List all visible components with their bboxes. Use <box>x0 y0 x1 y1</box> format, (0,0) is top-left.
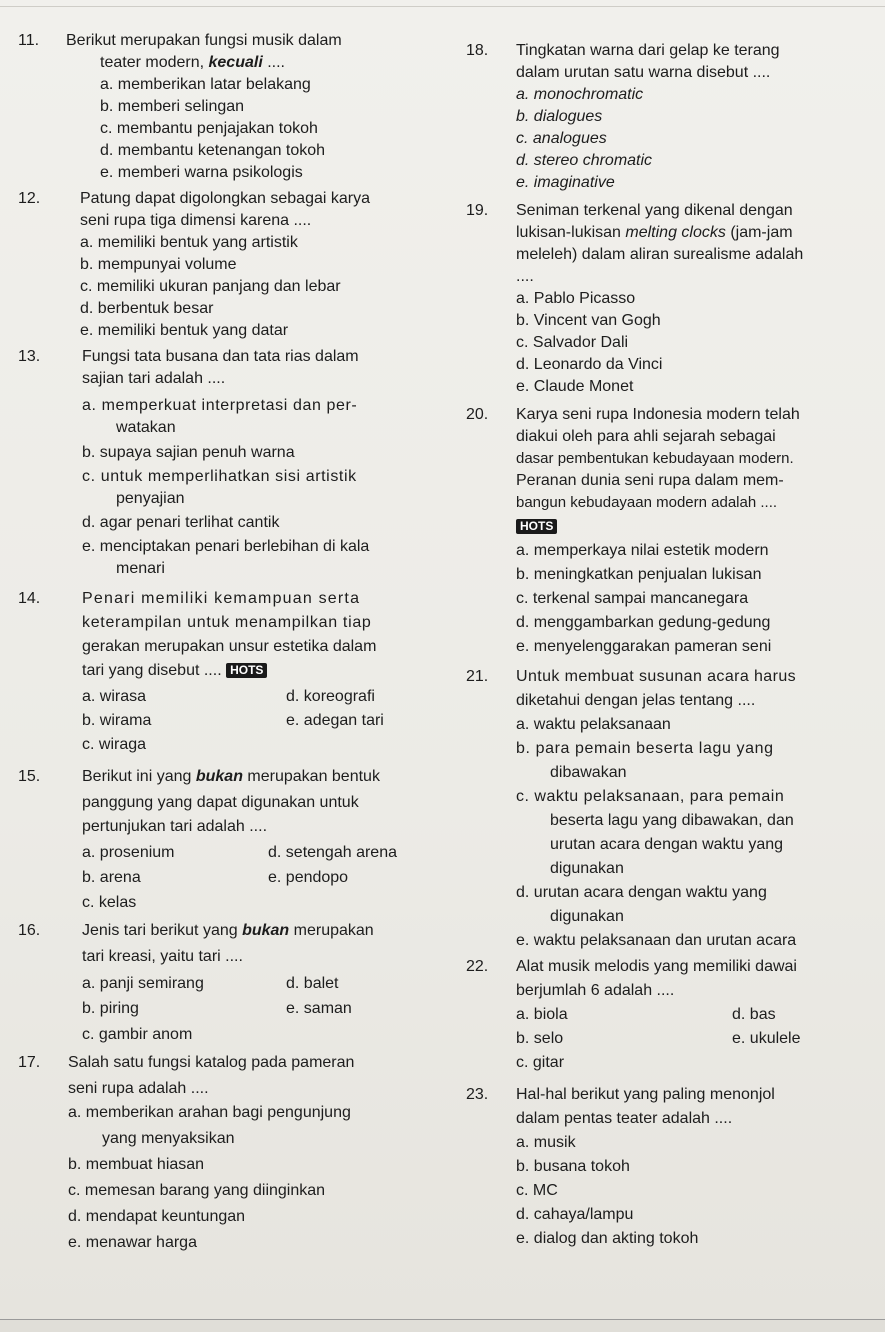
q19-stem-line3: meleleh) dalam aliran surealisme adalah <box>516 246 804 263</box>
q18-option-d[interactable]: d. stereo chromatic <box>516 152 653 169</box>
q17-stem-line2: seni rupa adalah .... <box>68 1080 209 1097</box>
q12-stem-line2: seni rupa tiga dimensi karena .... <box>80 212 312 229</box>
q16-option-c[interactable]: c. gambir anom <box>82 1026 193 1043</box>
q15-stem-line2: panggung yang dapat digunakan untuk <box>82 794 359 811</box>
q21-option-d[interactable]: d. urutan acara dengan waktu yang <box>516 884 767 901</box>
q15-option-d[interactable]: d. setengah arena <box>268 844 397 861</box>
q13-stem-line2: sajian tari adalah .... <box>82 370 226 387</box>
q16-stem-line2: tari kreasi, yaitu tari .... <box>82 948 243 965</box>
q17-option-c[interactable]: c. memesan barang yang diinginkan <box>68 1182 326 1199</box>
q16-option-b[interactable]: b. piring <box>82 1000 139 1017</box>
q20-option-e[interactable]: e. menyelenggarakan pameran seni <box>516 638 772 655</box>
q20-stem-line4: Peranan dunia seni rupa dalam mem- <box>516 472 784 489</box>
hots-badge: HOTS <box>226 663 267 678</box>
q20-stem-line5: bangun kebudayaan modern adalah .... <box>516 494 778 511</box>
q17-number: 17. <box>18 1054 41 1071</box>
q23-stem-line1: Hal-hal berikut yang paling menonjol <box>516 1086 775 1103</box>
q11-stem-line2: teater modern, kecuali .... <box>100 54 285 71</box>
q12-option-b[interactable]: b. mempunyai volume <box>80 256 237 273</box>
q11-option-b[interactable]: b. memberi selingan <box>100 98 245 115</box>
q18-option-b[interactable]: b. dialogues <box>516 108 603 125</box>
q11-option-e[interactable]: e. memberi warna psikologis <box>100 164 303 181</box>
q14-option-a[interactable]: a. wirasa <box>82 688 147 705</box>
q11-number: 11. <box>18 32 40 49</box>
q13-option-a[interactable]: a. memperkuat interpretasi dan per- <box>82 397 358 414</box>
q13-option-d[interactable]: d. agar penari terlihat cantik <box>82 514 280 531</box>
q20-number: 20. <box>466 406 489 423</box>
q12-stem-line1: Patung dapat digolongkan sebagai karya <box>80 190 370 207</box>
q21-stem-line1: Untuk membuat susunan acara harus <box>516 668 797 685</box>
q11-stem-line1: Berikut merupakan fungsi musik dalam <box>66 32 342 49</box>
q22-option-b[interactable]: b. selo <box>516 1030 564 1047</box>
q19-stem-line4: .... <box>516 268 534 285</box>
q20-stem-line3: dasar pembentukan kebudayaan modern. <box>516 450 794 467</box>
q20-option-d[interactable]: d. menggambarkan gedung-gedung <box>516 614 771 631</box>
q14-stem-line1: Penari memiliki kemampuan serta <box>82 590 361 607</box>
q19-option-c[interactable]: c. Salvador Dali <box>516 334 629 351</box>
q13-option-c[interactable]: c. untuk memperlihatkan sisi artistik <box>82 468 357 485</box>
q14-option-e[interactable]: e. adegan tari <box>286 712 384 729</box>
q15-option-b[interactable]: b. arena <box>82 869 141 886</box>
q21-option-e[interactable]: e. waktu pelaksanaan dan urutan acara <box>516 932 797 949</box>
q13-option-e-cont: menari <box>116 560 165 577</box>
q15-stem-line1: Berikut ini yang bukan merupakan bentuk <box>82 768 380 785</box>
q12-option-c[interactable]: c. memiliki ukuran panjang dan lebar <box>80 278 341 295</box>
q21-option-d-cont: digunakan <box>550 908 624 925</box>
q17-option-a[interactable]: a. memberikan arahan bagi pengunjung <box>68 1104 351 1121</box>
q15-option-a[interactable]: a. prosenium <box>82 844 175 861</box>
q12-option-e[interactable]: e. memiliki bentuk yang datar <box>80 322 289 339</box>
q13-number: 13. <box>18 348 41 365</box>
top-divider <box>0 6 885 7</box>
q23-option-e[interactable]: e. dialog dan akting tokoh <box>516 1230 699 1247</box>
q18-stem-line1: Tingkatan warna dari gelap ke terang <box>516 42 780 59</box>
q18-stem-line2: dalam urutan satu warna disebut .... <box>516 64 771 81</box>
q16-stem-line1: Jenis tari berikut yang bukan merupakan <box>82 922 374 939</box>
q14-stem-line3: gerakan merupakan unsur estetika dalam <box>82 638 377 655</box>
q22-option-d[interactable]: d. bas <box>732 1006 776 1023</box>
q22-stem-line1: Alat musik melodis yang memiliki dawai <box>516 958 797 975</box>
q16-number: 16. <box>18 922 41 939</box>
q13-option-b[interactable]: b. supaya sajian penuh warna <box>82 444 295 461</box>
q16-option-a[interactable]: a. panji semirang <box>82 975 204 992</box>
q23-stem-line2: dalam pentas teater adalah .... <box>516 1110 733 1127</box>
q22-number: 22. <box>466 958 489 975</box>
q22-stem-line2: berjumlah 6 adalah .... <box>516 982 675 999</box>
q14-option-c[interactable]: c. wiraga <box>82 736 147 753</box>
q16-option-d[interactable]: d. balet <box>286 975 339 992</box>
q21-option-c[interactable]: c. waktu pelaksanaan, para pemain <box>516 788 785 805</box>
q22-option-e[interactable]: e. ukulele <box>732 1030 801 1047</box>
q13-option-c-cont: penyajian <box>116 490 185 507</box>
q17-stem-line1: Salah satu fungsi katalog pada pameran <box>68 1054 355 1071</box>
q17-option-a-cont: yang menyaksikan <box>102 1130 235 1147</box>
q20-option-b[interactable]: b. meningkatkan penjualan lukisan <box>516 566 762 583</box>
q21-option-c-cont1: beserta lagu yang dibawakan, dan <box>550 812 794 829</box>
q23-option-a[interactable]: a. musik <box>516 1134 576 1151</box>
q13-option-a-cont: watakan <box>116 419 176 436</box>
q19-option-a[interactable]: a. Pablo Picasso <box>516 290 636 307</box>
q11-option-a[interactable]: a. memberikan latar belakang <box>100 76 311 93</box>
q14-stem-line2: keterampilan untuk menampilkan tiap <box>82 614 372 631</box>
q18-option-e[interactable]: e. imaginative <box>516 174 615 191</box>
q19-option-d[interactable]: d. Leonardo da Vinci <box>516 356 663 373</box>
q21-option-a[interactable]: a. waktu pelaksanaan <box>516 716 671 733</box>
q22-option-a[interactable]: a. biola <box>516 1006 568 1023</box>
q12-option-d[interactable]: d. berbentuk besar <box>80 300 214 317</box>
q19-stem-line2: lukisan-lukisan melting clocks (jam-jam <box>516 224 793 241</box>
q19-stem-line1: Seniman terkenal yang dikenal dengan <box>516 202 793 219</box>
q20-stem-line2: diakui oleh para ahli sejarah sebagai <box>516 428 776 445</box>
q16-option-e[interactable]: e. saman <box>286 1000 352 1017</box>
q21-option-c-cont3: digunakan <box>550 860 624 877</box>
q21-option-b[interactable]: b. para pemain beserta lagu yang <box>516 740 774 757</box>
q14-option-d[interactable]: d. koreografi <box>286 688 375 705</box>
q14-option-b[interactable]: b. wirama <box>82 712 152 729</box>
q12-option-a[interactable]: a. memiliki bentuk yang artistik <box>80 234 298 251</box>
q15-option-c[interactable]: c. kelas <box>82 894 137 911</box>
q19-option-e[interactable]: e. Claude Monet <box>516 378 634 395</box>
q14-number: 14. <box>18 590 41 607</box>
q17-option-e[interactable]: e. menawar harga <box>68 1234 197 1251</box>
q18-option-c[interactable]: c. analogues <box>516 130 607 147</box>
page-footer-band <box>0 1319 885 1332</box>
q18-number: 18. <box>466 42 489 59</box>
q23-option-b[interactable]: b. busana tokoh <box>516 1158 630 1175</box>
q13-stem-line1: Fungsi tata busana dan tata rias dalam <box>82 348 359 365</box>
q21-option-c-cont2: urutan acara dengan waktu yang <box>550 836 784 853</box>
q13-option-e[interactable]: e. menciptakan penari berlebihan di kala <box>82 538 370 555</box>
q23-option-d[interactable]: d. cahaya/lampu <box>516 1206 634 1223</box>
q14-stem-line4: tari yang disebut .... HOTS <box>82 660 267 682</box>
q20-hots-line <box>516 516 557 538</box>
q20-stem-line1: Karya seni rupa Indonesia modern telah <box>516 406 800 423</box>
q11-option-d[interactable]: d. membantu ketenangan tokoh <box>100 142 326 159</box>
q19-option-b[interactable]: b. Vincent van Gogh <box>516 312 661 329</box>
q22-option-c[interactable]: c. gitar <box>516 1054 565 1071</box>
q17-option-b[interactable]: b. membuat hiasan <box>68 1156 205 1173</box>
q11-option-c[interactable]: c. membantu penjajakan tokoh <box>100 120 318 137</box>
q23-option-c[interactable]: c. MC <box>516 1182 558 1199</box>
hots-badge: HOTS <box>516 519 557 534</box>
q20-option-a[interactable]: a. memperkaya nilai estetik modern <box>516 542 769 559</box>
q15-number: 15. <box>18 768 41 785</box>
q12-number: 12. <box>18 190 41 207</box>
q20-option-c[interactable]: c. terkenal sampai mancanegara <box>516 590 749 607</box>
q15-option-e[interactable]: e. pendopo <box>268 869 349 886</box>
q21-option-b-cont: dibawakan <box>550 764 627 781</box>
q15-stem-line3: pertunjukan tari adalah .... <box>82 818 268 835</box>
q18-option-a[interactable]: a. monochromatic <box>516 86 644 103</box>
q23-number: 23. <box>466 1086 489 1103</box>
q21-number: 21. <box>466 668 489 685</box>
q17-option-d[interactable]: d. mendapat keuntungan <box>68 1208 246 1225</box>
q21-stem-line2: diketahui dengan jelas tentang .... <box>516 692 756 709</box>
q19-number: 19. <box>466 202 489 219</box>
